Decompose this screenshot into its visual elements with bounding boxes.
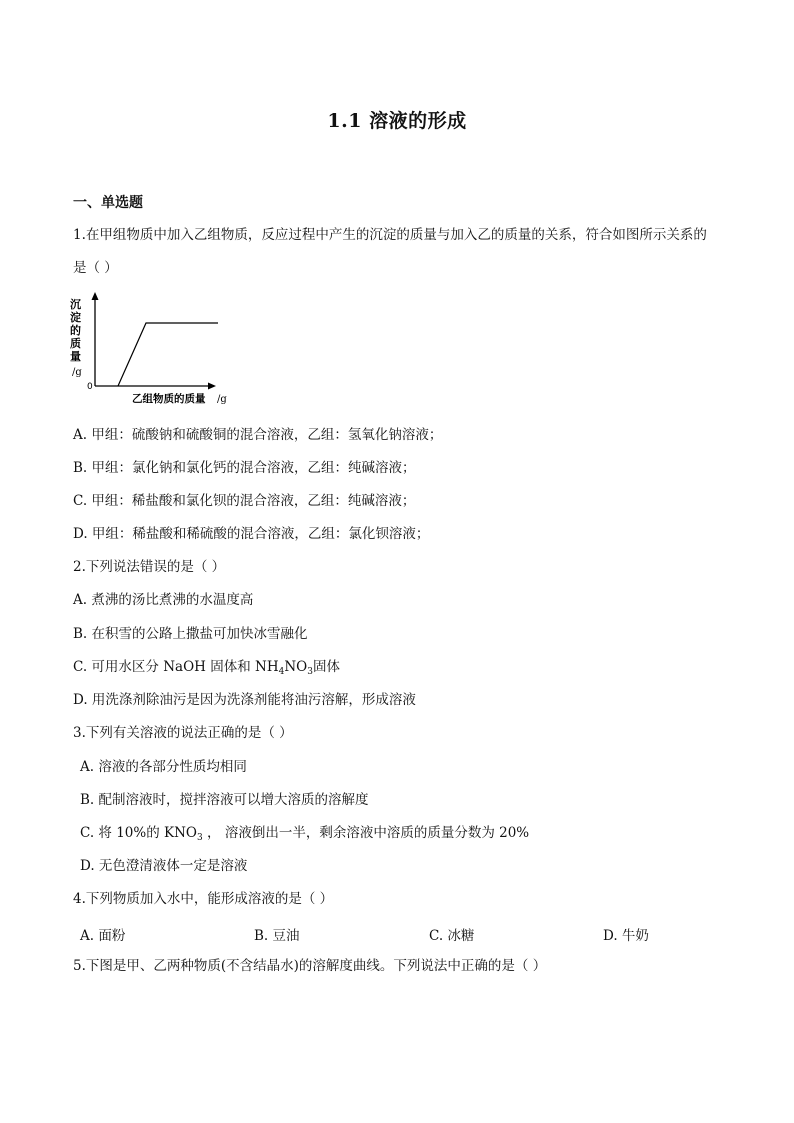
q2-stem: 2.下列说法错误的是（ ） — [73, 559, 226, 575]
section-heading: 一、单选题 — [73, 195, 143, 211]
q2-option-a[interactable]: A. 煮沸的汤比煮沸的水温度高 — [73, 592, 254, 608]
q4-option-b[interactable]: B. 豆油 — [254, 928, 300, 944]
y-label-char: 的 — [70, 324, 81, 337]
q2-c-text: C. 可用水区分 NaOH 固体和 NH — [73, 659, 279, 675]
q2-c-sub1: 4 — [278, 667, 285, 677]
q4-option-d[interactable]: D. 牛奶 — [603, 928, 649, 944]
y-axis-arrow — [92, 292, 99, 300]
q2-option-c[interactable] — [73, 658, 340, 681]
q4-option-a[interactable]: A. 面粉 — [80, 928, 126, 944]
q4-option-c[interactable]: C. 冰糖 — [429, 928, 475, 944]
y-label-char: 质 — [70, 337, 81, 350]
q4-stem: 4.下列物质加入水中，能形成溶液的是（ ） — [73, 891, 334, 907]
origin-label: 0 — [87, 382, 93, 392]
q5-stem: 5.下图是甲、乙两种物质(不含结晶水)的溶解度曲线。下列说法中正确的是（ ） — [73, 958, 547, 974]
page-title: 1.1 溶液的形成 — [327, 110, 467, 132]
y-label-char: 淀 — [70, 311, 81, 324]
y-unit: /g — [72, 367, 82, 378]
q1-option-d[interactable]: D. 甲组：稀盐酸和稀硫酸的混合溶液，乙组：氯化钡溶液； — [73, 526, 430, 542]
q3-stem: 3.下列有关溶液的说法正确的是（ ） — [73, 725, 293, 741]
q2-option-d[interactable]: D. 用洗涤剂除油污是因为洗涤剂能将油污溶解，形成溶液 — [73, 692, 416, 708]
q3-c-text2: ， 溶液倒出一半，剩余溶液中溶质的质量分数为 20% — [202, 825, 530, 841]
q1-figure — [66, 290, 246, 408]
q3-c-text: C. 将 10%的 KNO — [80, 825, 197, 841]
q1-option-a[interactable]: A. 甲组：硫酸钠和硫酸铜的混合溶液，乙组：氢氧化钠溶液； — [73, 427, 443, 443]
q2-c-text3: 固体 — [312, 659, 340, 675]
q1-stem-line2: 是（ ） — [73, 260, 118, 276]
x-axis-arrow — [208, 383, 216, 390]
y-label-char: 沉 — [70, 298, 81, 311]
precipitate-curve — [118, 323, 218, 386]
q1-option-b[interactable]: B. 甲组：氯化钠和氯化钙的混合溶液，乙组：纯碱溶液； — [73, 460, 416, 476]
q3-option-c[interactable] — [80, 824, 529, 847]
x-unit: /g — [217, 394, 227, 405]
q1-option-c[interactable]: C. 甲组：稀盐酸和氯化钡的混合溶液，乙组：纯碱溶液； — [73, 493, 416, 509]
x-label: 乙组物质的质量 — [132, 393, 206, 405]
q2-c-sub2: 3 — [307, 667, 313, 677]
q2-option-b[interactable]: B. 在积雪的公路上撒盐可加快冰雪融化 — [73, 626, 308, 642]
q2-c-text2: NO — [284, 659, 308, 675]
q3-option-a[interactable]: A. 溶液的各部分性质均相同 — [80, 759, 247, 775]
q3-option-b[interactable]: B. 配制溶液时，搅拌溶液可以增大溶质的溶解度 — [80, 792, 369, 808]
q3-option-d[interactable]: D. 无色澄清液体一定是溶液 — [80, 858, 248, 874]
y-label-char: 量 — [70, 350, 81, 363]
q3-c-sub: 3 — [197, 833, 203, 843]
q1-stem-line1: 1.在甲组物质中加入乙组物质，反应过程中产生的沉淀的质量与加入乙的质量的关系，符合如图所示关系的 — [73, 227, 707, 243]
